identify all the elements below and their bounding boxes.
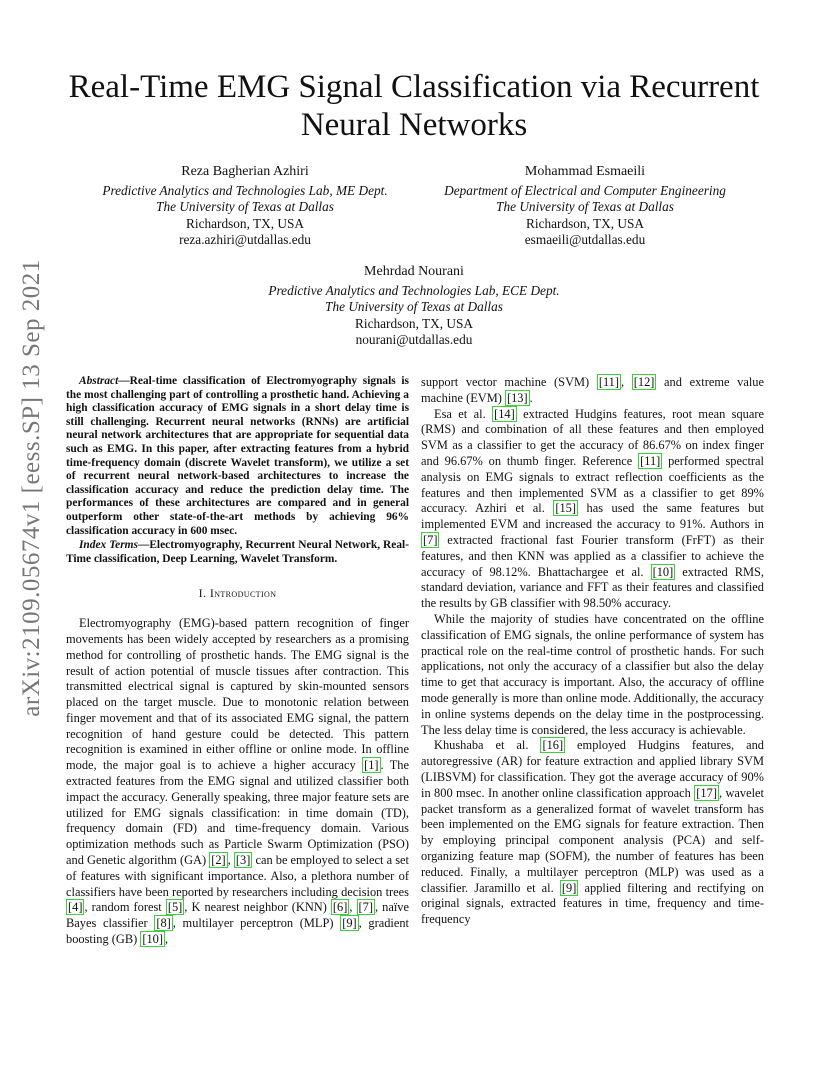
body-text: , K nearest neighbor (KNN): [184, 900, 331, 915]
author-affiliation: Department of Electrical and Computer Engineering: [444, 182, 726, 198]
citation-link[interactable]: [4]: [68, 900, 83, 915]
citation-link[interactable]: [16]: [542, 738, 564, 753]
body-text: ,: [227, 853, 234, 868]
author-university: The University of Texas at Dallas: [325, 299, 503, 314]
citation-link[interactable]: [11]: [598, 375, 619, 389]
author-block-3: [244, 264, 584, 349]
citation-link[interactable]: [7]: [358, 900, 373, 915]
citation-link[interactable]: [6]: [332, 900, 348, 915]
body-text: , wavelet packet transform as a generalized format of wavelet transform has been implemented on the EMG signals for feature extraction. Then by employing principal component analysis (PCA) and self-organizing feature map (SOFM), the number of features has been reduced. Finally, a multilayer perceptron (MLP) was used as a classifier. Jaramillo et al.: [421, 785, 764, 895]
body-text: can be employed to select a set of features with significant importance. Also, a plethora number of classifiers have been reported by researchers including decision trees: [66, 853, 409, 899]
citation-link[interactable]: [12]: [633, 375, 655, 389]
section-number: I.: [198, 586, 207, 601]
body-text: , gradient boosting (GB): [66, 916, 409, 947]
right-column: [421, 375, 764, 928]
intro-paragraph: [66, 616, 409, 948]
online-methods-paragraph: [421, 738, 764, 928]
author-email[interactable]: nourani@utdallas.edu: [355, 332, 473, 347]
citation-link[interactable]: [7]: [423, 532, 438, 547]
body-text: , multilayer perceptron (MLP): [172, 916, 341, 931]
author-affiliation: Predictive Analytics and Technologies Lab, ECE Dept.: [268, 282, 560, 298]
citation-link[interactable]: [17]: [696, 785, 717, 800]
citation-link[interactable]: [8]: [156, 916, 171, 931]
arxiv-identifier: [14, 259, 50, 717]
related-work-paragraph: [421, 407, 764, 612]
body-text: , naïve Bayes classifier: [66, 900, 410, 931]
author-block-1: [90, 164, 400, 249]
index-terms-label: Index Terms: [79, 539, 138, 552]
body-text: . The extracted features from the EMG signal and utilized classifier both impact the accuracy. Generally speaking, three major feature sets are utilized for EMG signals classification: in time domain (TD), frequency domain (FD) and time-frequency domain. Various optimization methods such as Particle Swarm Optimization (PSO) and Genetic algorithm (GA): [66, 758, 409, 868]
citation-link[interactable]: [9]: [561, 880, 577, 895]
citation-link[interactable]: [11]: [640, 453, 661, 468]
author-block-2: [420, 164, 750, 249]
author-university: The University of Texas at Dallas: [156, 199, 334, 214]
author-name: Mohammad Esmaeili: [524, 164, 646, 179]
paper-title: Real-Time EMG Signal Classification via Recurrent Neural Networks: [68, 69, 760, 143]
body-text: applied filtering and rectifying on original signals, extracted features in time, frequency and time-frequency: [421, 880, 764, 927]
index-terms: [66, 539, 409, 566]
author-affiliation: Predictive Analytics and Technologies Lab, ME Dept.: [102, 182, 388, 198]
author-name: Reza Bagherian Azhiri: [181, 164, 309, 179]
body-text: extracted RMS, standard deviation, variance and FFT as their features and classified the results by GB classifier with 98.50% accuracy.: [421, 564, 764, 611]
body-text: Khushaba et al.: [434, 738, 541, 753]
citation-link[interactable]: [5]: [167, 900, 183, 915]
body-text: ,: [349, 900, 357, 915]
online-mode-paragraph: While the majority of studies have concentrated on the offline classification of EMG signals, the online performance of system has practical role on the real-time control of prosthetic hands. For such applications, not only the accuracy of a classifier but also the delay time to get that accuracy is important. Also, the accuracy of offline mode generally is more than online mode. Additionally, the accuracy in online systems depends on the delay time in the postprocessing. The less delay time is considered, the less accuracy is achievable.: [421, 611, 764, 737]
abstract-text: —Real-time classification of Electromyography signals is the most challenging part of controlling a prosthetic hand. Achieving a high classification accuracy of EMG signals in a short delay time is still challenging. Recurrent neural networks (RNNs) are artificial neural network architectures that are appropriate for sequential data such as EMG. In this paper, after extracting features from a hybrid time-frequency domain (discrete Wavelet transform), we utilize a set of recurrent neural network-based architectures to increase the classification accuracy and reduce the prediction delay time. The performances of these architectures are compared and in general outperform other state-of-the-art methods by achieving 96% classification accuracy in 600 msec.: [66, 375, 409, 537]
author-location: Richardson, TX, USA: [355, 315, 473, 331]
abstract: [66, 375, 409, 538]
paragraph-continued: [421, 375, 764, 407]
citation-link[interactable]: [15]: [555, 501, 576, 516]
body-text: Electromyography (EMG)-based pattern recognition of finger movements has been widely accepted by researchers as a promising method for controlling of prosthetic hands. The EMG signal is the result of action potential of muscle tissues after contraction. This transmitted electrical signal is captured by skin-mounted sensors placed on the target muscle. Due to monotonic relation between finger movement and that of its associated EMG signal, the pattern recognition of hand gesture could be detected. This pattern recognition is examined in either offline or online mode. In offline mode, the major goal is to achieve a higher accuracy: [66, 616, 409, 773]
citation-link[interactable]: [14]: [494, 406, 515, 421]
citation-link[interactable]: [13]: [506, 390, 528, 405]
body-text: employed Hudgins features, and autoregressive (AR) for feature extraction and applied library SVM (LIBSVM) for classification. They got the average accuracy of 90% in 800 msec. In another online classification approach: [421, 738, 765, 800]
body-text: extracted Hudgins features, root mean square (RMS) and combination of all these features and then employed SVM as a classifier to get the accuracy of 86.67% on index finger and 96.67% on thumb finger. Reference: [421, 406, 765, 468]
author-location: Richardson, TX, USA: [526, 215, 644, 231]
body-text: and extreme value machine (EVM): [421, 375, 764, 405]
arxiv-identifier-text: arXiv:2109.05674v1 [eess.SP] 13 Sep 2021: [18, 259, 45, 717]
author-email[interactable]: esmaeili@utdallas.edu: [524, 232, 646, 247]
author-location: Richardson, TX, USA: [186, 215, 304, 231]
body-text: , random forest: [84, 900, 166, 915]
citation-link[interactable]: [10]: [142, 932, 164, 947]
index-terms-text: —Electromyography, Recurrent Neural Network, Real-Time classification, Deep Learning, Wavelet Transform.: [66, 539, 409, 565]
body-text: extracted fractional fast Fourier transform (FrFT) as their features, and then KNN was applied as a classifier to achieve the accuracy of 98.12%. Bhattachargee et al.: [421, 532, 764, 579]
abstract-label: Abstract: [79, 375, 119, 387]
body-text: .: [529, 390, 533, 405]
section-heading: [66, 586, 409, 602]
citation-link[interactable]: [9]: [342, 916, 357, 931]
author-email[interactable]: reza.azhiri@utdallas.edu: [179, 232, 311, 247]
citation-link[interactable]: [3]: [235, 853, 251, 868]
body-text: performed spectral analysis on EMG signals to extract reflection coefficients as the features and then implemented SVM as a classifier to get 89% accuracy. Azhiri et al.: [421, 453, 764, 516]
body-text: ,: [621, 375, 632, 389]
citation-link[interactable]: [1]: [364, 758, 379, 773]
body-text: has used the same features but implemented EVM and increased the accuracy to 91%. Authors in: [421, 501, 764, 532]
author-university: The University of Texas at Dallas: [496, 199, 674, 214]
body-text: Esa et al.: [434, 406, 493, 421]
section-title: Introduction: [209, 586, 277, 601]
citation-link[interactable]: [10]: [652, 564, 674, 579]
citation-link[interactable]: [2]: [211, 853, 226, 868]
body-text: support vector machine (SVM): [421, 375, 597, 389]
author-name: Mehrdad Nourani: [364, 264, 464, 279]
left-column: [66, 375, 409, 948]
body-text: ,: [165, 932, 169, 947]
